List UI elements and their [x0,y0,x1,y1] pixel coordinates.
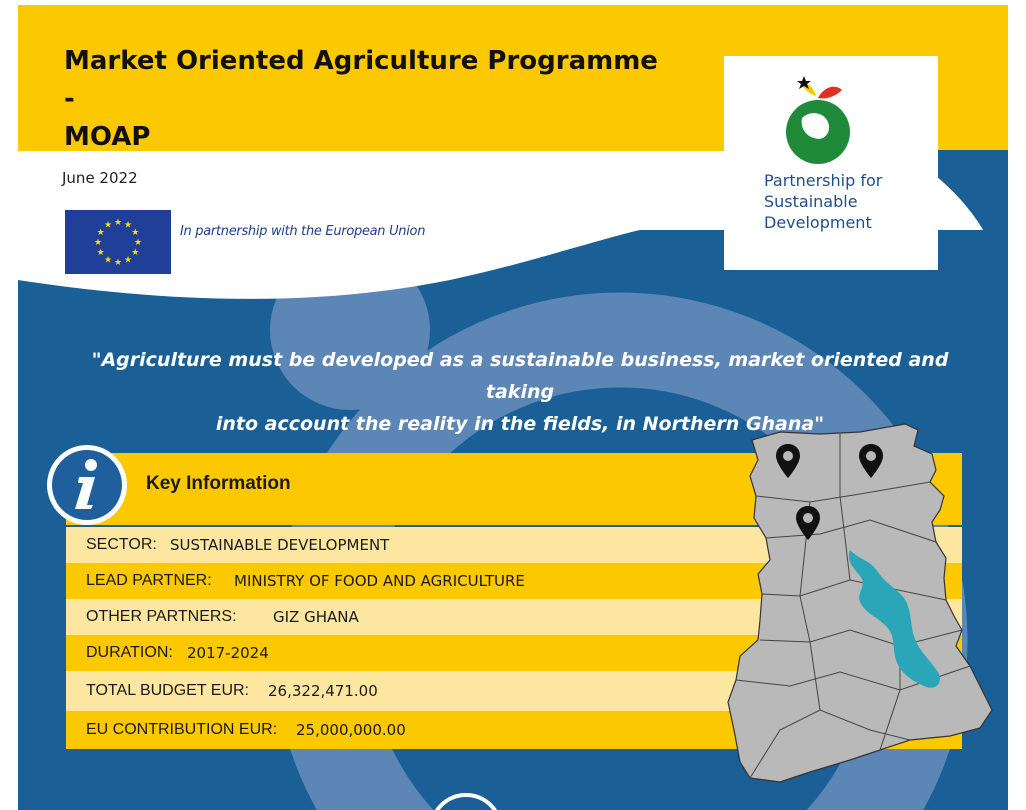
title-line-1: Market Oriented Agriculture Programme - [64,46,658,114]
quote-line-2: into account the reality in the fields, in Northern Ghana" [215,413,825,435]
eu-star-icon: ★ [103,220,113,231]
key-info-value: 2017-2024 [187,644,269,662]
eu-star-icon: ★ [93,238,103,248]
key-info-value: GIZ GHANA [273,608,359,626]
key-info-label: DURATION: [86,644,173,661]
quote-line-1: "Agriculture must be developed as a sustainable business, market oriented and taking [91,349,949,403]
eu-star-icon: ★ [133,238,143,248]
psd-logo-text [764,170,934,233]
info-icon [45,443,129,527]
key-info-label: OTHER PARTNERS: [86,608,237,625]
key-info-label: EU CONTRIBUTION EUR: [86,721,278,738]
eu-star-icon: ★ [113,258,123,268]
eu-star-icon: ★ [103,255,113,266]
eu-star-icon: ★ [96,228,105,238]
key-info-label: TOTAL BUDGET EUR: [86,682,249,699]
eu-star-icon: ★ [96,248,105,258]
eu-flag-icon [65,210,171,274]
psd-logo-icon [780,66,860,166]
key-info-value: SUSTAINABLE DEVELOPMENT [170,536,390,554]
page-title [64,42,664,156]
psd-line-1: Partnership for [764,171,883,190]
eu-partnership-text: In partnership with the European Union [180,224,426,239]
ghana-map [700,410,1000,790]
key-info-label: LEAD PARTNER: [86,572,212,589]
psd-line-2: Sustainable [764,192,858,211]
key-info-value: MINISTRY OF FOOD AND AGRICULTURE [234,572,525,590]
eu-star-icon: ★ [113,218,123,228]
eu-star-icon: ★ [123,255,133,266]
title-line-2: MOAP [64,122,151,152]
eu-star-icon: ★ [131,248,140,258]
key-info-value: 25,000,000.00 [296,721,406,739]
eu-star-icon: ★ [131,228,140,238]
key-info-label: SECTOR: [86,536,157,553]
psd-logo-box [724,56,938,270]
eu-star-icon: ★ [123,220,133,231]
key-information-title: Key Information [146,473,291,494]
psd-line-3: Development [764,213,872,232]
key-info-value: 26,322,471.00 [268,682,378,700]
ghana-map-shape [728,424,992,782]
publication-date: June 2022 [62,169,138,187]
